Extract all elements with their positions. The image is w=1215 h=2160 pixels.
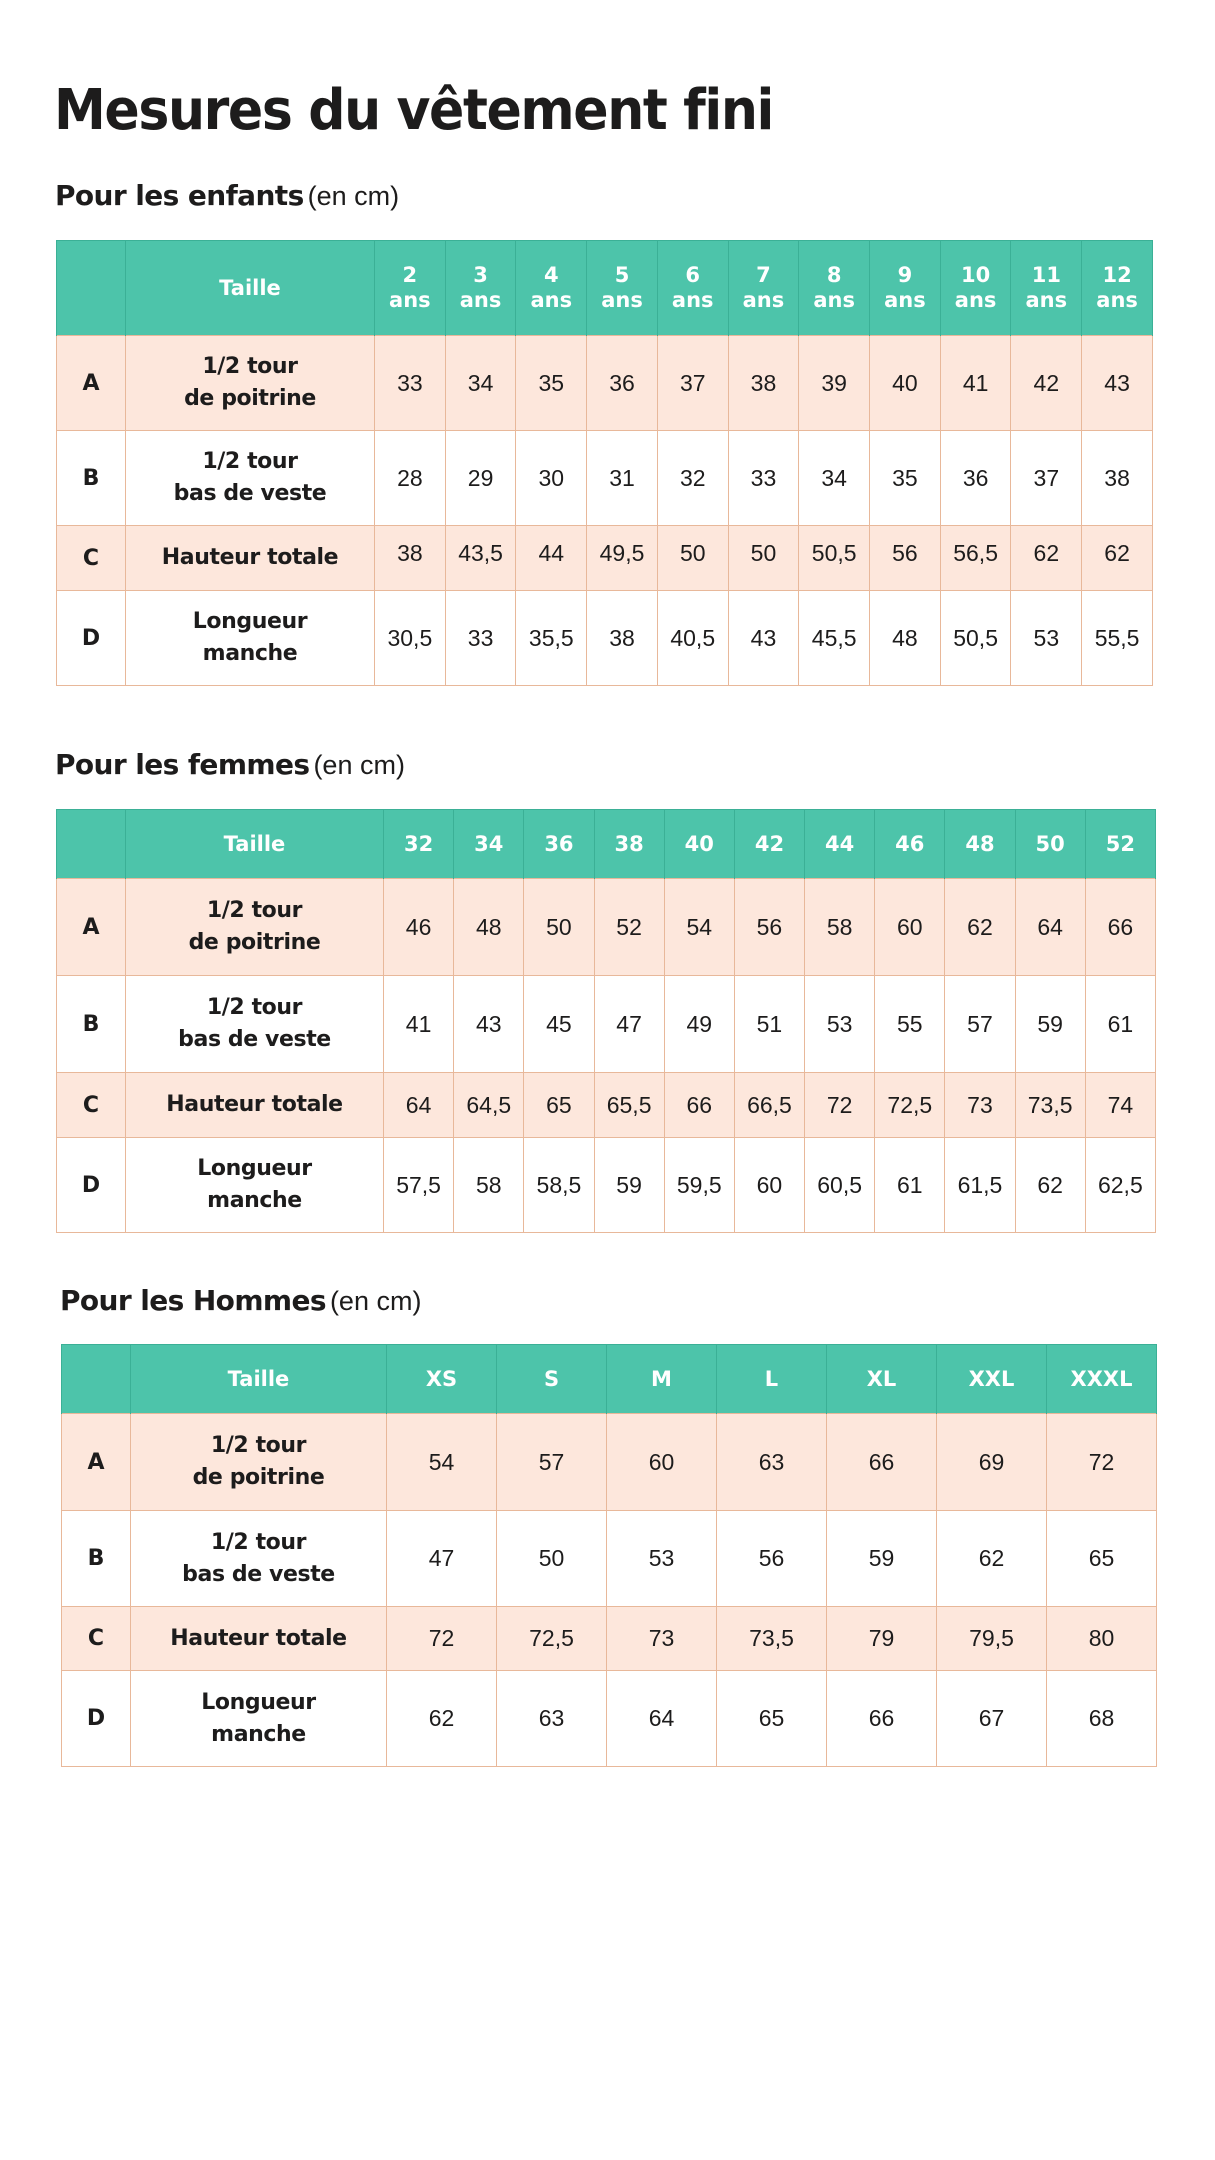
measurement-value: 66,5 [734, 1073, 804, 1138]
section-title-men [60, 1283, 421, 1319]
measurement-label-line: manche [211, 1721, 306, 1747]
size-column-header [717, 1345, 827, 1414]
measurement-label-line: bas de veste [182, 1561, 335, 1587]
measurement-value: 59,5 [664, 1138, 734, 1233]
measurement-row [57, 1138, 1156, 1233]
size-value: 46 [895, 831, 925, 856]
size-column-header [384, 810, 454, 879]
measurement-label-line: 1/2 tour [210, 1529, 307, 1555]
measurement-label-line: 1/2 tour [206, 995, 303, 1020]
measurement-row [62, 1511, 1157, 1607]
measurement-label-line: Hauteur totale [166, 1092, 343, 1117]
size-column-header [945, 810, 1015, 879]
size-column-header [937, 1345, 1047, 1414]
measurement-value: 62 [1011, 526, 1082, 591]
size-column-header [607, 1345, 717, 1414]
measurement-value: 54 [664, 879, 734, 976]
measurement-label-line: bas de veste [173, 481, 327, 506]
measurement-value: 54 [387, 1414, 497, 1511]
size-value: 7 [756, 263, 771, 287]
measurement-value: 45,5 [799, 591, 870, 686]
measurement-value: 43 [1082, 336, 1153, 431]
measurement-label [131, 1607, 387, 1671]
size-column-header [375, 241, 446, 336]
size-unit: ans [459, 288, 502, 312]
measurement-label-line: Longueur [192, 609, 308, 634]
size-value: 48 [965, 831, 995, 856]
measurement-value: 45 [524, 976, 594, 1073]
size-table-kids [56, 240, 1153, 686]
size-column-header [387, 1345, 497, 1414]
measurement-letter: B [57, 976, 126, 1073]
measurement-value: 39 [799, 336, 870, 431]
measurement-value: 58 [454, 1138, 524, 1233]
measurement-value: 67 [937, 1671, 1047, 1767]
size-value: XS [425, 1366, 458, 1391]
measurement-label [126, 1073, 384, 1138]
measurement-value: 61,5 [945, 1138, 1015, 1233]
measurement-value: 50,5 [799, 526, 870, 591]
measurement-letter: C [57, 526, 126, 591]
measurement-value: 64,5 [454, 1073, 524, 1138]
measurement-label-line: 1/2 tour [206, 898, 303, 923]
measurement-letter: D [57, 1138, 126, 1233]
size-header: Taille [126, 810, 384, 879]
measurement-value: 44 [516, 526, 587, 591]
measurement-value: 36 [587, 336, 658, 431]
measurement-value: 60 [875, 879, 945, 976]
measurement-label-line: manche [207, 1188, 302, 1213]
measurement-value: 72,5 [875, 1073, 945, 1138]
measurement-value: 65 [524, 1073, 594, 1138]
size-column-header [799, 241, 870, 336]
measurement-label [126, 879, 384, 976]
measurement-label-line: 1/2 tour [202, 449, 298, 474]
measurement-row [62, 1607, 1157, 1671]
measurement-value: 61 [1085, 976, 1155, 1073]
size-unit: ans [1025, 288, 1068, 312]
measurement-value: 38 [728, 336, 799, 431]
measurement-value: 41 [940, 336, 1011, 431]
size-value: 4 [543, 263, 559, 287]
measurement-value: 38 [587, 591, 658, 686]
measurement-value: 52 [594, 879, 664, 976]
size-unit: ans [389, 288, 431, 312]
size-value: 12 [1102, 263, 1132, 287]
measurement-value: 65 [717, 1671, 827, 1767]
header-row [57, 241, 1153, 336]
measurement-row [57, 526, 1153, 591]
size-value: 11 [1031, 263, 1061, 287]
measurement-value: 38 [375, 526, 446, 591]
measurement-label-line: 1/2 tour [202, 354, 298, 379]
measurement-value: 80 [1047, 1607, 1157, 1671]
measurement-label-line: Hauteur totale [170, 1625, 347, 1651]
size-column-header [1082, 241, 1153, 336]
size-value: 42 [754, 831, 785, 856]
measurement-row [57, 879, 1156, 976]
size-value: 36 [544, 831, 574, 856]
measurement-value: 33 [728, 431, 799, 526]
size-value: XXXL [1070, 1366, 1133, 1391]
measurement-value: 62 [1082, 526, 1153, 591]
measurement-value: 56 [717, 1511, 827, 1607]
measurement-label [126, 976, 384, 1073]
measurement-letter: A [62, 1414, 131, 1511]
measurement-value: 65 [1047, 1511, 1157, 1607]
measurement-value: 40 [870, 336, 941, 431]
size-unit: ans [742, 288, 785, 312]
measurement-value: 60 [734, 1138, 804, 1233]
size-column-header [1015, 810, 1085, 879]
measurement-value: 53 [805, 976, 875, 1073]
measurement-value: 38 [1082, 431, 1153, 526]
measurement-value: 43,5 [445, 526, 516, 591]
measurement-value: 73,5 [1015, 1073, 1085, 1138]
measurement-value: 35,5 [516, 591, 587, 686]
size-column-header [1047, 1345, 1157, 1414]
size-value: 10 [960, 263, 991, 287]
size-column-header [940, 241, 1011, 336]
measurement-value: 50 [524, 879, 594, 976]
section-title-kids [55, 178, 399, 214]
measurement-value: 66 [664, 1073, 734, 1138]
measurement-value: 64 [384, 1073, 454, 1138]
section-unit: (en cm) [313, 750, 405, 780]
size-column-header [875, 810, 945, 879]
measurement-value: 56,5 [940, 526, 1011, 591]
measurement-value: 74 [1085, 1073, 1155, 1138]
measurement-value: 32 [657, 431, 728, 526]
measurement-value: 51 [734, 976, 804, 1073]
measurement-value: 68 [1047, 1671, 1157, 1767]
measurement-value: 62,5 [1085, 1138, 1155, 1233]
measurement-label-line: Hauteur totale [161, 545, 339, 570]
size-column-header [657, 241, 728, 336]
measurement-value: 33 [375, 336, 446, 431]
section-unit: (en cm) [329, 1286, 422, 1316]
size-column-header [594, 810, 664, 879]
size-column-header [445, 241, 516, 336]
measurement-value: 73 [945, 1073, 1015, 1138]
measurement-value: 60 [607, 1414, 717, 1511]
measurement-value: 79,5 [937, 1607, 1047, 1671]
measurement-value: 57 [497, 1414, 607, 1511]
measurement-value: 50 [657, 526, 728, 591]
size-unit: ans [601, 288, 643, 312]
size-value: 3 [473, 263, 488, 287]
header-corner-cell [57, 241, 126, 336]
measurement-letter: A [57, 336, 126, 431]
measurement-value: 59 [594, 1138, 664, 1233]
measurement-value: 57,5 [384, 1138, 454, 1233]
measurement-value: 53 [607, 1511, 717, 1607]
measurement-label-line: bas de veste [178, 1027, 331, 1052]
header-row [57, 810, 1156, 879]
measurement-value: 57 [945, 976, 1015, 1073]
size-column-header [734, 810, 804, 879]
measurement-value: 33 [445, 591, 516, 686]
measurement-value: 60,5 [805, 1138, 875, 1233]
size-column-header [664, 810, 734, 879]
size-value: 9 [897, 263, 913, 287]
measurement-value: 46 [384, 879, 454, 976]
measurement-value: 42 [1011, 336, 1082, 431]
size-table-men [61, 1344, 1157, 1767]
measurement-value: 31 [587, 431, 658, 526]
size-column-header [827, 1345, 937, 1414]
measurement-row [62, 1414, 1157, 1511]
measurement-letter: B [57, 431, 126, 526]
measurement-label [126, 1138, 384, 1233]
measurement-value: 30 [516, 431, 587, 526]
size-value: 6 [685, 263, 701, 287]
measurement-value: 65,5 [594, 1073, 664, 1138]
measurement-value: 53 [1011, 591, 1082, 686]
measurement-label [126, 526, 375, 591]
measurement-value: 30,5 [375, 591, 446, 686]
measurement-value: 55,5 [1082, 591, 1153, 686]
measurement-value: 72 [805, 1073, 875, 1138]
measurement-value: 66 [827, 1414, 937, 1511]
measurement-value: 66 [827, 1671, 937, 1767]
size-header: Taille [126, 241, 375, 336]
measurement-value: 58 [805, 879, 875, 976]
measurement-value: 59 [827, 1511, 937, 1607]
measurement-value: 62 [945, 879, 1015, 976]
size-column-header [516, 241, 587, 336]
measurement-label [126, 591, 375, 686]
size-column-header [454, 810, 524, 879]
measurement-value: 47 [387, 1511, 497, 1607]
page-title: Mesures du vêtement fini [54, 78, 773, 143]
measurement-value: 37 [657, 336, 728, 431]
header-corner-cell [57, 810, 126, 879]
measurement-value: 63 [497, 1671, 607, 1767]
measurement-label [126, 431, 375, 526]
measurement-value: 49,5 [587, 526, 658, 591]
size-unit: ans [530, 288, 573, 312]
measurement-label [131, 1414, 387, 1511]
section-title-text: Pour les femmes [55, 748, 310, 781]
measurement-value: 49 [664, 976, 734, 1073]
measurement-value: 58,5 [524, 1138, 594, 1233]
measurement-row [57, 591, 1153, 686]
size-column-header [524, 810, 594, 879]
measurement-value: 55 [875, 976, 945, 1073]
size-unit: ans [813, 288, 855, 312]
measurement-row [57, 431, 1153, 526]
size-value: M [651, 1366, 672, 1391]
size-value: 32 [403, 831, 434, 856]
size-column-header [805, 810, 875, 879]
section-title-text: Pour les enfants [55, 179, 304, 212]
measurement-label-line: Longueur [201, 1689, 316, 1715]
size-unit: ans [954, 288, 997, 312]
measurement-value: 61 [875, 1138, 945, 1233]
size-value: 40 [684, 831, 714, 856]
measurement-value: 34 [799, 431, 870, 526]
measurement-value: 56 [734, 879, 804, 976]
measurement-label [126, 336, 375, 431]
measurement-letter: C [62, 1607, 131, 1671]
size-column-header [1085, 810, 1155, 879]
measurement-value: 56 [870, 526, 941, 591]
measurement-value: 64 [607, 1671, 717, 1767]
measurement-label-line: manche [202, 641, 298, 666]
measurement-letter: A [57, 879, 126, 976]
measurement-value: 43 [454, 976, 524, 1073]
measurement-value: 73 [607, 1607, 717, 1671]
measurement-value: 28 [375, 431, 446, 526]
measurement-value: 62 [387, 1671, 497, 1767]
measurement-value: 47 [594, 976, 664, 1073]
measurement-value: 59 [1015, 976, 1085, 1073]
size-column-header [728, 241, 799, 336]
measurement-label-line: 1/2 tour [210, 1433, 307, 1458]
size-value: S [543, 1366, 560, 1391]
measurement-letter: C [57, 1073, 126, 1138]
header-corner-cell [62, 1345, 131, 1414]
measurement-value: 72 [1047, 1414, 1157, 1511]
measurement-label-line: de poitrine [184, 386, 316, 411]
measurement-row [62, 1671, 1157, 1767]
measurement-value: 50 [497, 1511, 607, 1607]
measurement-value: 64 [1015, 879, 1085, 976]
measurement-label-line: Longueur [197, 1156, 312, 1181]
size-value: L [764, 1366, 779, 1391]
measurement-label-line: de poitrine [192, 1465, 325, 1490]
measurement-row [57, 336, 1153, 431]
size-column-header [587, 241, 658, 336]
measurement-value: 35 [870, 431, 941, 526]
header-row [62, 1345, 1157, 1414]
section-title-women [55, 747, 405, 783]
size-unit: ans [884, 288, 926, 312]
size-value: XL [866, 1366, 897, 1391]
measurement-value: 66 [1085, 879, 1155, 976]
measurement-row [57, 976, 1156, 1073]
section-title-text: Pour les Hommes [60, 1284, 326, 1317]
measurement-value: 69 [937, 1414, 1047, 1511]
measurement-value: 37 [1011, 431, 1082, 526]
measurement-value: 79 [827, 1607, 937, 1671]
measurement-value: 72 [387, 1607, 497, 1671]
measurement-letter: D [62, 1671, 131, 1767]
measurement-letter: D [57, 591, 126, 686]
size-unit: ans [671, 288, 714, 312]
size-value: 2 [402, 263, 418, 287]
measurement-value: 62 [1015, 1138, 1085, 1233]
measurement-letter: B [62, 1511, 131, 1607]
size-table-women [56, 809, 1156, 1233]
size-value: XXL [968, 1366, 1015, 1391]
section-unit: (en cm) [307, 181, 400, 211]
measurement-value: 62 [937, 1511, 1047, 1607]
size-header: Taille [131, 1345, 387, 1414]
measurement-value: 35 [516, 336, 587, 431]
size-value: 38 [614, 831, 644, 856]
measurement-value: 72,5 [497, 1607, 607, 1671]
measurement-value: 40,5 [657, 591, 728, 686]
measurement-value: 50,5 [940, 591, 1011, 686]
measurement-value: 50 [728, 526, 799, 591]
measurement-row [57, 1073, 1156, 1138]
measurement-label-line: de poitrine [188, 930, 321, 955]
measurement-value: 48 [454, 879, 524, 976]
size-value: 34 [474, 831, 504, 856]
measurement-value: 36 [940, 431, 1011, 526]
size-value: 52 [1105, 831, 1135, 856]
measurement-value: 63 [717, 1414, 827, 1511]
measurement-value: 34 [445, 336, 516, 431]
size-value: 5 [614, 263, 630, 287]
measurement-value: 41 [384, 976, 454, 1073]
measurement-label [131, 1511, 387, 1607]
size-value: 44 [825, 831, 855, 856]
size-value: 8 [826, 263, 842, 287]
size-value: 50 [1035, 831, 1065, 856]
size-column-header [870, 241, 941, 336]
measurement-value: 29 [445, 431, 516, 526]
measurement-value: 73,5 [717, 1607, 827, 1671]
measurement-value: 48 [870, 591, 941, 686]
size-column-header [497, 1345, 607, 1414]
measurement-value: 43 [728, 591, 799, 686]
size-unit: ans [1096, 288, 1138, 312]
size-column-header [1011, 241, 1082, 336]
measurement-label [131, 1671, 387, 1767]
